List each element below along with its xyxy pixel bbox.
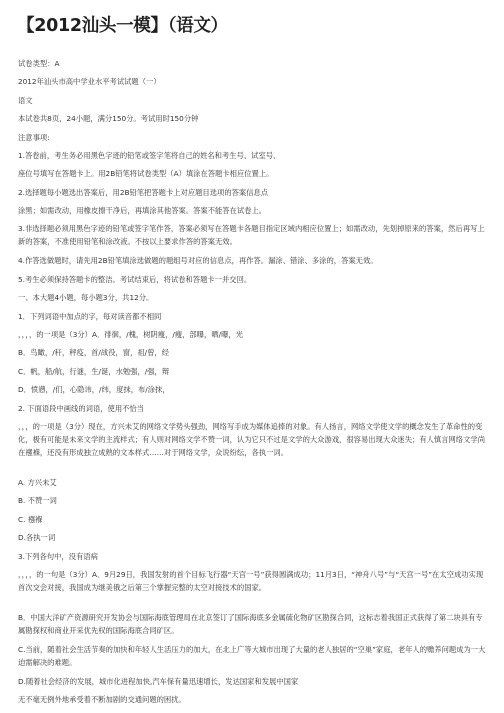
document-title: 【2012汕头一模】（语文） bbox=[17, 16, 228, 36]
question-1-option-a: ，，，，的一项是（3分）A．徘徊，/槐，树阴瘦，/瘦，部曝，晒/曝，光 bbox=[18, 330, 243, 339]
question-1-option-b: B．鸟瞰，/秆，秤疫，首/战役，窗，祖/曾，经 bbox=[18, 348, 170, 357]
exam-name-line: 2012年汕头市高中学业水平考试试题（一） bbox=[18, 77, 161, 86]
question-2-option-b: B. 不赞一词 bbox=[18, 496, 57, 505]
question-2-passage: ，，，的一项是（3分）现在，方兴未艾的网络文学势头强劲，网络写手成为媒体追捧的对象。有人扬言，网络文学使文学的概念发生了革命性的变化，极有可能是未来文学的主流样式；有人则对网络文学不赞一词，认为它只不过是文学的大众游戏，很容易出现大众迷失；有人慎言网络文学尚在襁褓，还没有形成独立成熟的文本样式……对于网络文学，众说纷纭，各执一词。 bbox=[18, 422, 485, 457]
question-2-option-a: A. 方兴未艾 bbox=[18, 478, 57, 487]
question-3-stem: 3.下列各句中，没有语病 bbox=[18, 552, 98, 561]
question-3-option-c: C.当前，随着社会生活节奏的加快和年轻人生活压力的加大，在北上广等大城市出现了大量的老人独居的“空巢”家庭，老年人的赡养问题成为一大迫需解决的难题。 bbox=[18, 645, 486, 667]
question-3-option-a: ，，，，的一句是（3分）A．9月29日，我国发射的首个目标飞行器“天宫一号”获得圆满成功；11月3日，“神舟八号”与“天宫一号”在太空成功实现首次交会对接，我国成为继美俄之后第三个掌握完整的太空对接技术的国家。 bbox=[18, 570, 484, 592]
notice-item-1-line-1: 1.答卷前，考生务必用黑色字迹的铅笔或签字笔将自己的姓名和考生号、试室号、 bbox=[18, 151, 281, 160]
question-3-option-d-line-1: D.随着社会经济的发展，城市化进程加快,汽车保有量迅速增长，发达国家和发展中国家 bbox=[18, 677, 299, 686]
notice-heading: 注意事项: bbox=[18, 133, 50, 142]
notice-item-2-line-1: 2.选择题每小题选出答案后，用2B铅笔把答题卡上对应题目选项的答案信息点 bbox=[18, 188, 269, 197]
notice-item-4: 4.作答选做题时，请先用2B铅笔填涂选做题的题组号对应的信息点，再作答。漏涂、错涂、多涂的，答案无效。 bbox=[18, 256, 378, 265]
question-2-option-c: C. 襁褓 bbox=[18, 515, 43, 524]
subject-line: 语文 bbox=[18, 96, 33, 105]
question-1-option-c: C．帆，船/航，行谜，生/诞，水勉强，/强，辩 bbox=[18, 367, 170, 376]
notice-item-5: 5.考生必须保持答题卡的整洁。考试结束后，将试卷和答题卡一并交回。 bbox=[18, 275, 252, 284]
question-2-option-d: D.各执一词 bbox=[18, 533, 56, 542]
notice-item-3: 3.非选择题必须用黑色字迹的铅笔或签字笔作答，答案必须写在答题卡各题目指定区域内相应位置上；如需改动，先划掉原来的答案，然后再写上新的答案，不准使用铅笔和涂改液。不按以上要求作答的答案无效。 bbox=[18, 224, 485, 246]
notice-item-1-line-2: 座位号填写在答题卡上。用2B铅笔将试卷类型（A）填涂在答题卡相应位置上。 bbox=[18, 169, 274, 178]
notice-item-2-line-2: 涂黑；如需改动，用橡皮擦干净后，再填涂其他答案。答案不能答在试卷上。 bbox=[18, 206, 267, 215]
question-3-option-d-line-2: 无不毫无例外地承受着不断加剧的交通问题的困扰。 bbox=[18, 695, 186, 704]
paper-type-line: 试卷类型：A bbox=[18, 59, 60, 68]
question-1-option-d: D．愤懑，/们，心隐讳，/纬，度抹，布/涂抹， bbox=[18, 385, 170, 394]
question-3-option-b: B．中国大洋矿产资源研究开发协会与国际海底管理局在北京签订了国际海底多金属硫化物矿区勘探合同，这标志着我国正式获得了第二块具有专属勘探权和商业开采优先权的国际海底合同矿区。 bbox=[18, 613, 483, 635]
question-2-stem: 2. 下面语段中画线的词语，使用不恰当 bbox=[18, 404, 145, 413]
exam-info-line: 本试卷共8页，24小题，满分150分。考试用时150分钟 bbox=[18, 114, 199, 123]
question-1-stem: 1．下列词语中加点的字，每对读音都不相同 bbox=[18, 312, 162, 321]
section-heading: 一、本大题4小题，每小题3分，共12分。 bbox=[18, 293, 154, 302]
